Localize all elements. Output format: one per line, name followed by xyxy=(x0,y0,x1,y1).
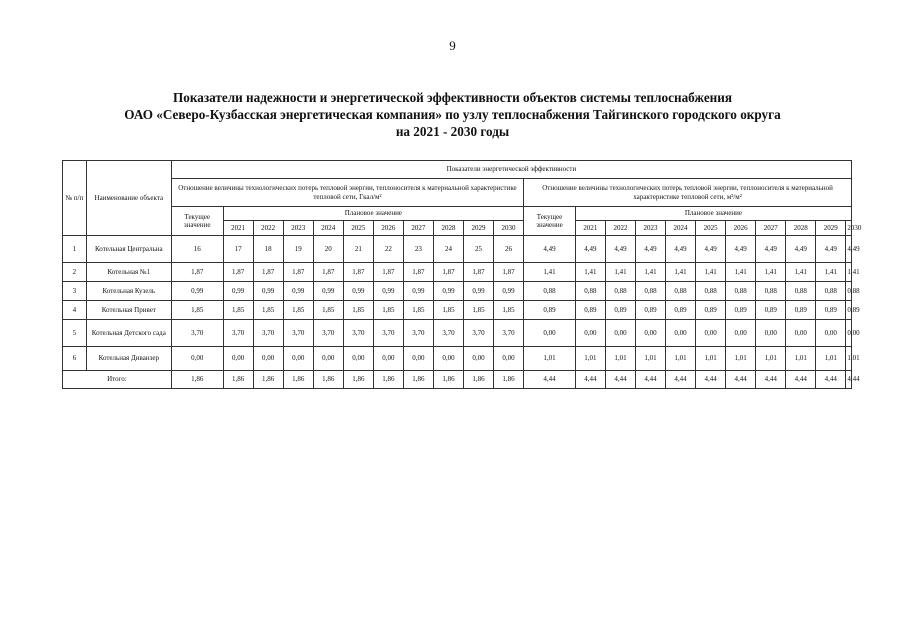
planned-value-gcal: 0,99 xyxy=(313,282,343,301)
planned-value-gcal: 1,85 xyxy=(313,301,343,320)
planned-value-gcal: 0,00 xyxy=(343,347,373,371)
planned-value-m3: 4,49 xyxy=(575,236,605,263)
total-planned-m3: 4,44 xyxy=(846,371,852,389)
year-header: 2023 xyxy=(635,221,665,236)
planned-value-m3: 4,49 xyxy=(846,236,852,263)
planned-value-m3: 1,01 xyxy=(605,347,635,371)
planned-value-gcal: 0,99 xyxy=(373,282,403,301)
planned-value-m3: 4,49 xyxy=(786,236,816,263)
planned-value-m3: 0,88 xyxy=(846,282,852,301)
total-planned-gcal: 1,86 xyxy=(343,371,373,389)
planned-value-m3: 0,88 xyxy=(666,282,696,301)
year-header: 2026 xyxy=(726,221,756,236)
current-value-gcal: 16 xyxy=(171,236,223,263)
header-object-name: Наименование объекта xyxy=(86,161,171,236)
planned-value-gcal: 1,87 xyxy=(283,263,313,282)
year-header: 2030 xyxy=(846,221,852,236)
total-current-m3: 4,44 xyxy=(524,371,576,389)
planned-value-gcal: 0,00 xyxy=(313,347,343,371)
header-heat-loss-m3: Отношение величины технологических потерь тепловой энергии, теплоносителя к материальной характеристике тепловой сети, м³/м² xyxy=(524,179,852,207)
planned-value-m3: 1,01 xyxy=(635,347,665,371)
title-line-3: на 2021 - 2030 годы xyxy=(395,124,510,139)
title-line-2: ОАО «Северо-Кузбасская энергетическая компания» по узлу теплоснабжения Тайгинского городского округа xyxy=(124,107,781,122)
planned-value-m3: 1,01 xyxy=(726,347,756,371)
planned-value-gcal: 24 xyxy=(433,236,463,263)
object-name: Котельная Кузель xyxy=(86,282,171,301)
total-planned-m3: 4,44 xyxy=(605,371,635,389)
current-value-m3: 4,49 xyxy=(524,236,576,263)
total-planned-m3: 4,44 xyxy=(666,371,696,389)
planned-value-gcal: 0,00 xyxy=(223,347,253,371)
planned-value-m3: 0,88 xyxy=(756,282,786,301)
planned-value-m3: 0,89 xyxy=(575,301,605,320)
planned-value-m3: 0,89 xyxy=(605,301,635,320)
current-value-m3: 0,89 xyxy=(524,301,576,320)
row-number: 6 xyxy=(63,347,87,371)
planned-value-gcal: 1,85 xyxy=(223,301,253,320)
table-body xyxy=(63,236,860,389)
planned-value-m3: 0,00 xyxy=(696,320,726,347)
total-row xyxy=(63,371,852,389)
planned-value-gcal: 0,99 xyxy=(253,282,283,301)
planned-value-gcal: 0,00 xyxy=(433,347,463,371)
document-title xyxy=(0,89,905,140)
planned-value-m3: 0,00 xyxy=(816,320,846,347)
planned-value-m3: 0,88 xyxy=(696,282,726,301)
planned-value-m3: 0,00 xyxy=(666,320,696,347)
planned-value-m3: 4,49 xyxy=(666,236,696,263)
planned-value-gcal: 20 xyxy=(313,236,343,263)
planned-value-m3: 0,89 xyxy=(756,301,786,320)
current-value-gcal: 0,00 xyxy=(171,347,223,371)
year-header: 2024 xyxy=(313,221,343,236)
planned-value-gcal: 0,00 xyxy=(494,347,524,371)
total-planned-gcal: 1,86 xyxy=(403,371,433,389)
planned-value-m3: 4,49 xyxy=(816,236,846,263)
total-planned-gcal: 1,86 xyxy=(463,371,493,389)
planned-value-m3: 0,89 xyxy=(816,301,846,320)
year-header: 2027 xyxy=(756,221,786,236)
page-number: 9 xyxy=(449,38,456,53)
planned-value-gcal: 3,70 xyxy=(494,320,524,347)
current-value-gcal: 0,99 xyxy=(171,282,223,301)
total-planned-gcal: 1,86 xyxy=(223,371,253,389)
row-number: 1 xyxy=(63,236,87,263)
planned-value-gcal: 1,87 xyxy=(313,263,343,282)
planned-value-m3: 0,88 xyxy=(575,282,605,301)
current-value-m3: 0,00 xyxy=(524,320,576,347)
planned-value-m3: 0,88 xyxy=(786,282,816,301)
planned-value-gcal: 25 xyxy=(463,236,493,263)
year-header: 2024 xyxy=(666,221,696,236)
year-header: 2021 xyxy=(223,221,253,236)
planned-value-gcal: 0,99 xyxy=(343,282,373,301)
planned-value-m3: 0,88 xyxy=(605,282,635,301)
title-line-1: Показатели надежности и энергетической эффективности объектов системы теплоснабжения xyxy=(173,90,732,105)
planned-value-m3: 0,00 xyxy=(786,320,816,347)
planned-value-m3: 0,88 xyxy=(635,282,665,301)
indicators-table xyxy=(62,160,862,389)
table-row xyxy=(63,301,852,320)
table-row xyxy=(63,320,852,347)
planned-value-m3: 0,00 xyxy=(635,320,665,347)
total-planned-gcal: 1,86 xyxy=(283,371,313,389)
planned-value-m3: 1,41 xyxy=(696,263,726,282)
planned-value-m3: 0,89 xyxy=(786,301,816,320)
total-current-gcal: 1,86 xyxy=(171,371,223,389)
current-value-gcal: 1,85 xyxy=(171,301,223,320)
planned-value-gcal: 1,87 xyxy=(494,263,524,282)
total-planned-m3: 4,44 xyxy=(786,371,816,389)
header-planned-1: Плановое значение xyxy=(223,207,523,221)
planned-value-m3: 0,88 xyxy=(726,282,756,301)
planned-value-gcal: 3,70 xyxy=(373,320,403,347)
planned-value-m3: 1,41 xyxy=(816,263,846,282)
object-name: Котельная №1 xyxy=(86,263,171,282)
header-heat-loss-gcal: Отношение величины технологических потерь тепловой энергии, теплоносителя к материальной характеристике тепловой сети, Гкал/м² xyxy=(171,179,523,207)
planned-value-gcal: 0,99 xyxy=(403,282,433,301)
planned-value-m3: 0,00 xyxy=(726,320,756,347)
planned-value-gcal: 1,85 xyxy=(463,301,493,320)
object-name: Котельная Привет xyxy=(86,301,171,320)
planned-value-gcal: 0,99 xyxy=(494,282,524,301)
current-value-m3: 1,01 xyxy=(524,347,576,371)
planned-value-m3: 1,41 xyxy=(756,263,786,282)
planned-value-gcal: 22 xyxy=(373,236,403,263)
planned-value-m3: 4,49 xyxy=(635,236,665,263)
total-planned-m3: 4,44 xyxy=(726,371,756,389)
total-planned-m3: 4,44 xyxy=(635,371,665,389)
planned-value-gcal: 1,87 xyxy=(343,263,373,282)
year-header: 2030 xyxy=(494,221,524,236)
year-header: 2023 xyxy=(283,221,313,236)
year-header: 2025 xyxy=(696,221,726,236)
year-header: 2029 xyxy=(463,221,493,236)
planned-value-gcal: 1,87 xyxy=(223,263,253,282)
total-label: Итого: xyxy=(63,371,172,389)
object-name: Котельная Детского сада xyxy=(86,320,171,347)
planned-value-gcal: 1,87 xyxy=(403,263,433,282)
current-value-m3: 0,88 xyxy=(524,282,576,301)
year-header: 2027 xyxy=(403,221,433,236)
planned-value-gcal: 0,00 xyxy=(403,347,433,371)
planned-value-gcal: 1,85 xyxy=(373,301,403,320)
planned-value-m3: 0,89 xyxy=(726,301,756,320)
header-number: № п/п xyxy=(63,161,87,236)
planned-value-gcal: 1,87 xyxy=(373,263,403,282)
planned-value-gcal: 0,99 xyxy=(433,282,463,301)
planned-value-m3: 0,89 xyxy=(635,301,665,320)
planned-value-gcal: 26 xyxy=(494,236,524,263)
year-header: 2025 xyxy=(343,221,373,236)
planned-value-m3: 1,41 xyxy=(575,263,605,282)
planned-value-m3: 0,00 xyxy=(575,320,605,347)
planned-value-gcal: 3,70 xyxy=(433,320,463,347)
planned-value-gcal: 0,00 xyxy=(283,347,313,371)
header-energy-efficiency: Показатели энергетической эффективности xyxy=(171,161,851,179)
total-planned-m3: 4,44 xyxy=(575,371,605,389)
planned-value-gcal: 3,70 xyxy=(223,320,253,347)
planned-value-gcal: 17 xyxy=(223,236,253,263)
planned-value-m3: 1,41 xyxy=(846,263,852,282)
total-planned-m3: 4,44 xyxy=(756,371,786,389)
planned-value-gcal: 1,85 xyxy=(494,301,524,320)
table-row xyxy=(63,347,852,371)
table-row xyxy=(63,282,852,301)
total-planned-gcal: 1,86 xyxy=(373,371,403,389)
planned-value-m3: 4,49 xyxy=(726,236,756,263)
year-header: 2026 xyxy=(373,221,403,236)
header-planned-2: Плановое значение xyxy=(575,207,851,221)
row-number: 5 xyxy=(63,320,87,347)
planned-value-gcal: 1,85 xyxy=(343,301,373,320)
planned-value-gcal: 3,70 xyxy=(463,320,493,347)
planned-value-m3: 0,00 xyxy=(846,320,852,347)
planned-value-gcal: 0,99 xyxy=(283,282,313,301)
current-value-m3: 1,41 xyxy=(524,263,576,282)
planned-value-gcal: 1,85 xyxy=(433,301,463,320)
planned-value-m3: 0,88 xyxy=(816,282,846,301)
planned-value-gcal: 0,99 xyxy=(223,282,253,301)
row-number: 2 xyxy=(63,263,87,282)
planned-value-m3: 0,00 xyxy=(605,320,635,347)
total-planned-gcal: 1,86 xyxy=(313,371,343,389)
planned-value-m3: 1,41 xyxy=(635,263,665,282)
planned-value-gcal: 1,85 xyxy=(403,301,433,320)
planned-value-m3: 1,41 xyxy=(666,263,696,282)
planned-value-m3: 0,89 xyxy=(846,301,852,320)
planned-value-gcal: 23 xyxy=(403,236,433,263)
planned-value-m3: 1,01 xyxy=(696,347,726,371)
planned-value-m3: 1,01 xyxy=(786,347,816,371)
current-value-gcal: 1,87 xyxy=(171,263,223,282)
planned-value-m3: 0,89 xyxy=(666,301,696,320)
total-planned-m3: 4,44 xyxy=(816,371,846,389)
year-header: 2022 xyxy=(253,221,283,236)
row-number: 4 xyxy=(63,301,87,320)
planned-value-m3: 1,01 xyxy=(575,347,605,371)
header-current-1: Текущее значение xyxy=(171,207,223,236)
planned-value-m3: 1,01 xyxy=(816,347,846,371)
year-header: 2021 xyxy=(575,221,605,236)
planned-value-gcal: 3,70 xyxy=(343,320,373,347)
planned-value-m3: 1,01 xyxy=(666,347,696,371)
planned-value-gcal: 0,99 xyxy=(463,282,493,301)
planned-value-m3: 1,01 xyxy=(756,347,786,371)
table-row xyxy=(63,263,852,282)
year-header: 2029 xyxy=(816,221,846,236)
planned-value-gcal: 21 xyxy=(343,236,373,263)
planned-value-gcal: 19 xyxy=(283,236,313,263)
planned-value-gcal: 1,87 xyxy=(433,263,463,282)
header-current-2: Текущее значение xyxy=(524,207,576,236)
planned-value-gcal: 18 xyxy=(253,236,283,263)
planned-value-gcal: 0,00 xyxy=(463,347,493,371)
year-header: 2028 xyxy=(433,221,463,236)
planned-value-m3: 4,49 xyxy=(696,236,726,263)
planned-value-m3: 1,41 xyxy=(726,263,756,282)
row-number: 3 xyxy=(63,282,87,301)
planned-value-gcal: 3,70 xyxy=(403,320,433,347)
planned-value-gcal: 3,70 xyxy=(313,320,343,347)
total-planned-gcal: 1,86 xyxy=(433,371,463,389)
planned-value-gcal: 1,85 xyxy=(283,301,313,320)
planned-value-m3: 1,41 xyxy=(786,263,816,282)
planned-value-gcal: 1,87 xyxy=(463,263,493,282)
planned-value-gcal: 3,70 xyxy=(253,320,283,347)
object-name: Котельная Диванзер xyxy=(86,347,171,371)
table-row xyxy=(63,236,852,263)
planned-value-gcal: 1,87 xyxy=(253,263,283,282)
total-planned-gcal: 1,86 xyxy=(494,371,524,389)
planned-value-m3: 1,01 xyxy=(846,347,852,371)
planned-value-gcal: 0,00 xyxy=(253,347,283,371)
total-planned-gcal: 1,86 xyxy=(253,371,283,389)
year-header: 2028 xyxy=(786,221,816,236)
planned-value-gcal: 0,00 xyxy=(373,347,403,371)
year-header: 2022 xyxy=(605,221,635,236)
planned-value-gcal: 3,70 xyxy=(283,320,313,347)
planned-value-m3: 4,49 xyxy=(756,236,786,263)
total-planned-m3: 4,44 xyxy=(696,371,726,389)
planned-value-m3: 0,00 xyxy=(756,320,786,347)
current-value-gcal: 3,70 xyxy=(171,320,223,347)
planned-value-gcal: 1,85 xyxy=(253,301,283,320)
planned-value-m3: 1,41 xyxy=(605,263,635,282)
planned-value-m3: 0,89 xyxy=(696,301,726,320)
object-name: Котельная Центральна xyxy=(86,236,171,263)
planned-value-m3: 4,49 xyxy=(605,236,635,263)
